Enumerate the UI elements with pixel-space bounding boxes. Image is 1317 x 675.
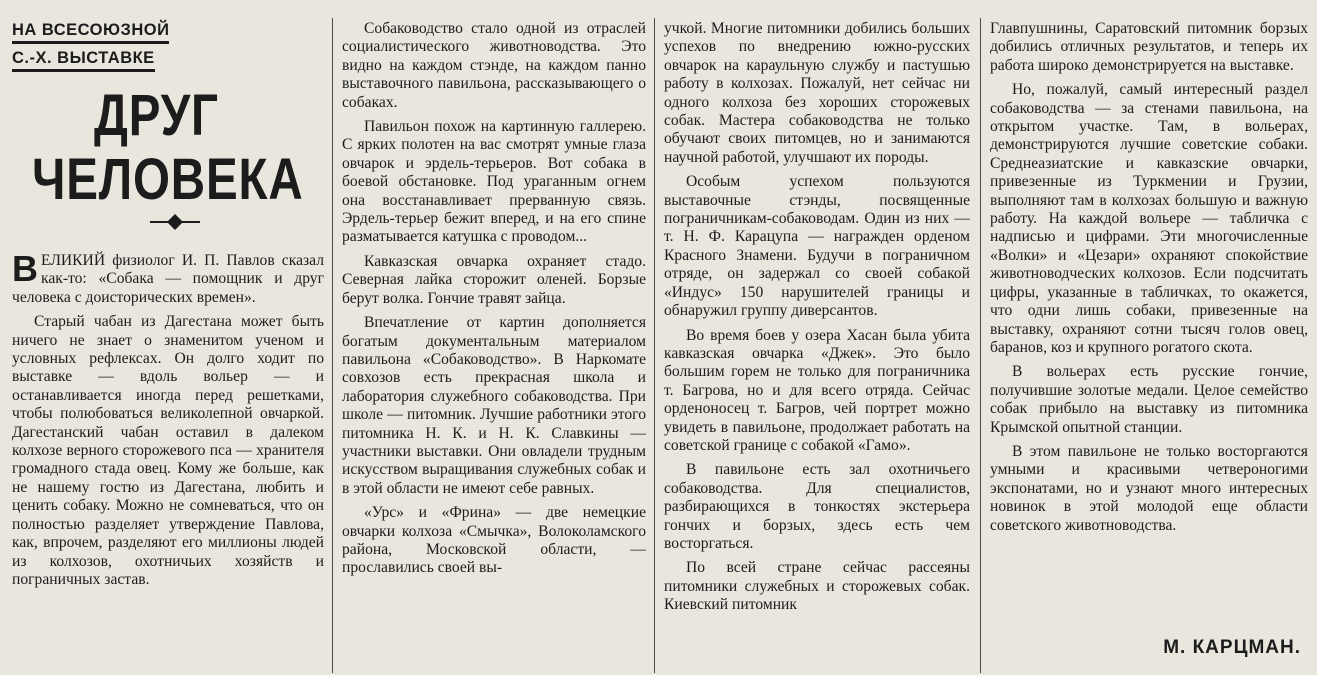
author-signature: М. КАРЦМАН. bbox=[1163, 637, 1301, 658]
rubric-line-2: С.-Х. ВЫСТАВКЕ bbox=[12, 48, 155, 72]
paragraph: В этом павильоне не только восторгаются умными и красивыми четвероногими экспонатами, но и узнают много интересных новинок в этой молодой еще области советского животноводства. bbox=[990, 442, 1308, 534]
paragraph: Старый чабан из Дагестана может быть ничего не знает о знаменитом ученом и условных рефлексах. Он долго ходит по выставке — вдоль вольер — и останавливается иногда перед решетками, чтобы полюбоваться великолепной овчаркой. Дагестанский чабан оставил в далеком колхозе верного сторожевого пса — хранителя громадного стада овец. Кому же больше, как не нашему гостю из Дагестана, любить и ценить собаку. Можно не сомневаться, что он полностью разделяет утверждение Павлова, как, впрочем, разделяют его миллионы людей из колхозов, охотничьих хозяйств и пограничных застав. bbox=[12, 313, 324, 588]
paragraph: Впечатление от картин дополняется богатым документальным материалом павильона «Собаководство». В Наркомате совхозов есть прекрасная школа и лаборатория служебного собаководства. При школе — питомник. Лучшие работники этого питомника Н. К. и Н. К. Славкины — участники выставки. Они овладели трудным искусством выращивания служебных собак и в этой области не имеют себе равных. bbox=[342, 314, 646, 497]
paragraph: Главпушнины, Саратовский питомник борзых добились отличных результатов, и теперь их работа широко демонстрируется на выставке. bbox=[990, 20, 1308, 74]
column-rule bbox=[332, 18, 333, 673]
column-2 bbox=[342, 0, 646, 675]
paragraph: Но, пожалуй, самый интересный раздел собаководства — за стенами павильона, на открытом участке. Там, в вольерах, демонстрируются лучшие советские собаки. Среднеазиатские и кавказские овчарки, привезенные из Туркмении и Грузии, выполняют там в колхозах большую и важную работу. На каждой вольере — табличка с надписью и цифрами. Эти многочисленные «Волки» и «Цезари» охраняют спокойствие животноводческих колхозов. Если подсчитать цифры, указанные в табличках, то окажется, что одни лишь собаки, привезенные на выставку, охраняют сотни тысяч голов овец, баранов, коз и крупного рогатого скота. bbox=[990, 81, 1308, 356]
column-rule bbox=[654, 18, 655, 673]
paragraph: В вольерах есть русские гончие, получившие золотые медали. Целое семейство собак прибыло на выставку из питомника Крымской опытной станции. bbox=[990, 363, 1308, 436]
paragraph: В павильоне есть зал охотничьего собаководства. Для специалистов, разбирающихся в тонкостях экстерьера гончих и борзых, здесь есть чем восторгаться. bbox=[664, 461, 970, 552]
headline bbox=[94, 84, 324, 148]
column-rule bbox=[980, 18, 981, 673]
paragraph: Во время боев у озера Хасан была убита кавказская овчарка «Джек». Это было большим горем не только для пограничника т. Багрова, но и для всего отряда. Сейчас орденоносец т. Багров, чей портрет можно увидеть в павильоне, продолжает работать на советской границе с собакой «Гамо». bbox=[664, 326, 970, 454]
paragraph-text: ЕЛИКИЙ физиолог И. П. Павлов сказал как-то: «Собака — помощник и друг человека с доисторических времен». bbox=[12, 252, 324, 306]
column-4 bbox=[990, 0, 1308, 675]
col1-text bbox=[12, 248, 324, 595]
paragraph: «Урс» и «Фрина» — две немецкие овчарки колхоза «Смычка», Волоколамского района, Московской области, — прославились своей вы- bbox=[342, 504, 646, 577]
paragraph: Собаководство стало одной из отраслей социалистического животноводства. Это видно на каждом стэнде, на каждом панно выставочного павильона, рассказывающего о собаках. bbox=[342, 20, 646, 111]
headline-line-1: ДРУГ bbox=[94, 83, 219, 148]
paragraph: учкой. Многие питомники добились больших успехов по внедрению южно-русских овчарок на караульную службу и пастушью работу в колхозах. Пожалуй, нет сейчас ни одного колхоза без хороших сторожевых собак. Мастера собаководства не только обучают своих питомцев, но и занимаются научной работой, улучшают их породы. bbox=[664, 20, 970, 166]
rubric bbox=[12, 20, 324, 76]
paragraph: Кавказская овчарка охраняет стадо. Северная лайка сторожит оленей. Борзые берут волка. Гончие травят зайца. bbox=[342, 252, 646, 307]
headline-line-2: ЧЕЛОВЕКА bbox=[32, 147, 304, 212]
paragraph: Особым успехом пользуются выставочные стэнды, посвященные пограничникам-собаководам. Один из них — т. Н. Ф. Карацупа — награжден орденом Красного Знамени. Будучи в пограничном отряде, он задержал со своей собакой «Индус» 150 нарушителей границы и обнаружил группу диверсантов. bbox=[664, 173, 970, 320]
paragraph: По всей стране сейчас рассеяны питомники служебных и сторожевых собак. Киевский питомник bbox=[664, 559, 970, 614]
column-1 bbox=[12, 0, 324, 675]
dropcap: В bbox=[12, 248, 38, 289]
paragraph bbox=[12, 248, 324, 307]
column-3 bbox=[664, 0, 970, 675]
ornament-icon bbox=[150, 212, 200, 232]
paragraph: Павильон похож на картинную галлерею. С ярких полотен на вас смотрят умные глаза овчарок и эрдель-терьеров. Вот собака в боевой обстановке. Под ураганным огнем она восстанавливает прерванную связь. Эрдель-терьер бежит вперед, и на его спине разматывается катушка с проводом... bbox=[342, 118, 646, 246]
rubric-line-1: НА ВСЕСОЮЗНОЙ bbox=[12, 20, 169, 44]
